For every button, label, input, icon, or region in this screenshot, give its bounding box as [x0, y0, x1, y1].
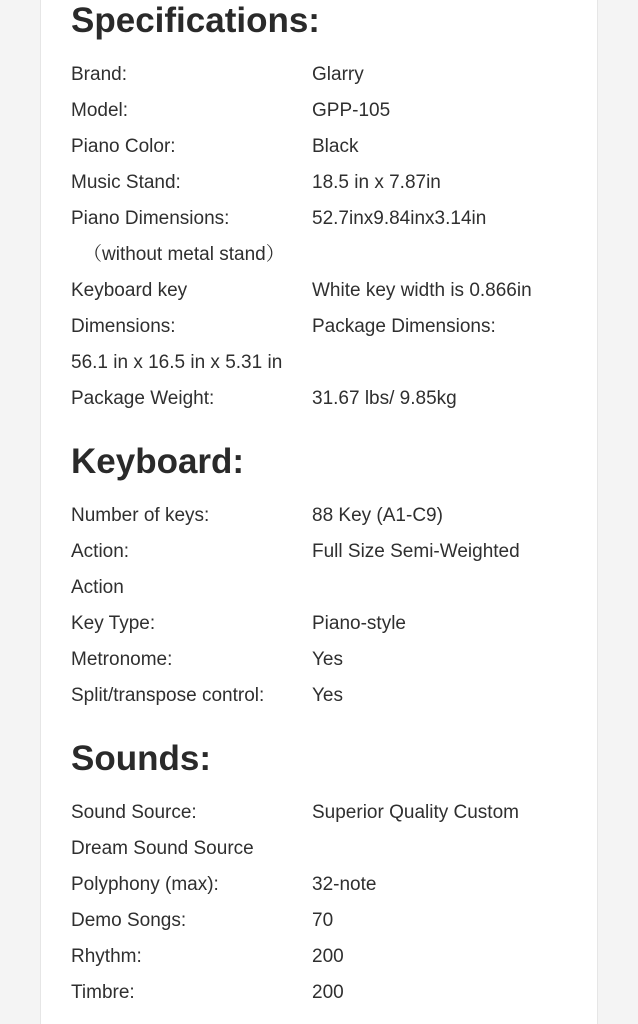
spec-label: Brand:: [71, 64, 127, 85]
sounds-heading: Sounds:: [71, 739, 211, 778]
spec-label: Action: [71, 577, 124, 598]
spec-row-sound-source: [71, 795, 591, 831]
spec-label: Dream Sound Source: [71, 838, 254, 859]
spec-value: 18.5 in x 7.87in: [312, 172, 441, 193]
spec-label: Sound Source:: [71, 802, 197, 823]
spec-value: Yes: [312, 649, 343, 670]
spec-label: Piano Dimensions:: [71, 208, 230, 229]
spec-value: 70: [312, 910, 334, 931]
spec-value: Superior Quality Custom: [312, 802, 519, 823]
spec-row-action: [71, 534, 591, 570]
spec-label: Polyphony (max):: [71, 874, 219, 895]
spec-value: Glarry: [312, 64, 364, 85]
spec-row-model: [71, 93, 591, 129]
sounds-list: [71, 795, 591, 1011]
spec-value: Yes: [312, 685, 343, 706]
spec-value: 88 Key (A1-C9): [312, 505, 443, 526]
spec-row-color: [71, 129, 591, 165]
spec-label: （without metal stand）: [83, 244, 285, 265]
keyboard-heading: Keyboard:: [71, 442, 245, 481]
spec-row-package-dimensions: [71, 345, 591, 381]
spec-value: Piano-style: [312, 613, 406, 634]
spec-row-split-transpose: [71, 678, 591, 714]
spec-value: 31.67 lbs/ 9.85kg: [312, 388, 457, 409]
spec-row-sound-source-cont: [71, 831, 591, 867]
spec-label: Model:: [71, 100, 129, 121]
spec-label: Metronome:: [71, 649, 173, 670]
keyboard-list: [71, 498, 591, 714]
content-panel: [40, 0, 598, 1024]
spec-row-brand: [71, 57, 591, 93]
spec-label: 56.1 in x 16.5 in x 5.31 in: [71, 352, 283, 373]
spec-row-package-weight: [71, 381, 591, 417]
specifications-heading: Specifications:: [71, 1, 320, 40]
spec-row-demo-songs: [71, 903, 591, 939]
specifications-list: [71, 57, 591, 417]
spec-value: 200: [312, 982, 344, 1003]
spec-label: Piano Color:: [71, 136, 176, 157]
spec-value: Black: [312, 136, 359, 157]
spec-row-polyphony: [71, 867, 591, 903]
spec-label: Music Stand:: [71, 172, 181, 193]
spec-row-keyboard-key: [71, 273, 591, 309]
spec-label: Package Weight:: [71, 388, 215, 409]
spec-value: White key width is 0.866in: [312, 280, 532, 301]
spec-value: 200: [312, 946, 344, 967]
spec-label: Keyboard key: [71, 280, 188, 301]
spec-label: Demo Songs:: [71, 910, 187, 931]
spec-value: 52.7inx9.84inx3.14in: [312, 208, 487, 229]
spec-label: Key Type:: [71, 613, 156, 634]
spec-label: Number of keys:: [71, 505, 210, 526]
spec-row-key-type: [71, 606, 591, 642]
spec-value: GPP-105: [312, 100, 391, 121]
spec-value: Package Dimensions:: [312, 316, 496, 337]
spec-label: Timbre:: [71, 982, 135, 1003]
spec-label: Action:: [71, 541, 130, 562]
spec-row-dimensions: [71, 201, 591, 237]
spec-row-rhythm: [71, 939, 591, 975]
spec-label: Split/transpose control:: [71, 685, 265, 706]
spec-row-action-cont: [71, 570, 591, 606]
spec-value: Full Size Semi-Weighted: [312, 541, 520, 562]
spec-row-metronome: [71, 642, 591, 678]
spec-row-timbre: [71, 975, 591, 1011]
spec-row-key-dimensions: [71, 309, 591, 345]
spec-row-music-stand: [71, 165, 591, 201]
spec-label: Dimensions:: [71, 316, 176, 337]
spec-row-dimensions-note: [71, 237, 591, 273]
spec-label: Rhythm:: [71, 946, 142, 967]
spec-row-number-of-keys: [71, 498, 591, 534]
spec-value: 32-note: [312, 874, 377, 895]
